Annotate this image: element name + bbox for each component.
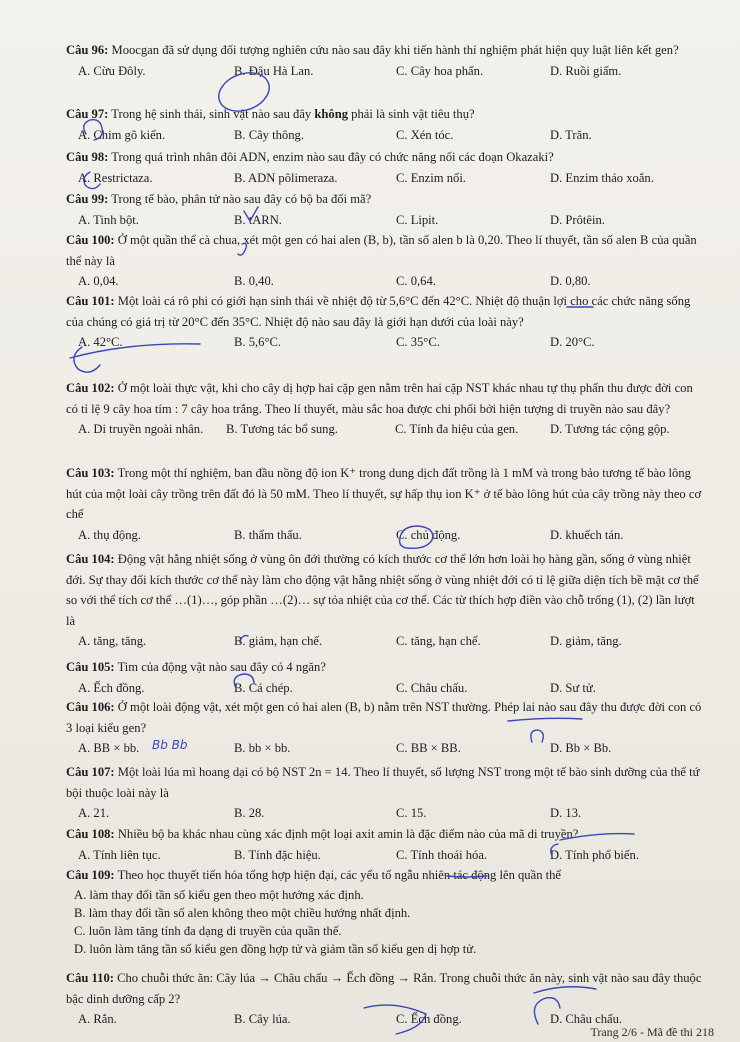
handwritten-note: Bb Bb [152,738,188,752]
option-b[interactable]: B. ADN pôlimeraza. [234,170,338,185]
option-a[interactable]: A. Restrictaza. [78,170,153,185]
option-d[interactable]: D. Trăn. [550,127,592,142]
option-c[interactable]: C. Enzim nối. [396,170,466,185]
option-d[interactable]: D. Bb × Bb. [550,741,612,755]
option-d[interactable]: D. Châu chấu. [550,1012,623,1026]
options [66,678,706,698]
option-d[interactable]: D. 13. [550,806,582,820]
option-b[interactable]: B. thẩm thấu. [234,527,302,542]
option-a[interactable]: A. làm thay đổi tần số kiểu gen theo một hướng xác định. [74,887,364,902]
question-number: Câu 108: [66,827,115,841]
option-c[interactable]: C. Ếch đồng. [396,1012,462,1026]
question-number: Câu 99: [66,192,109,206]
question-text: Trong một thí nghiệm, ban đầu nồng độ ion K⁺ trong dung dịch đất trồng là 1 mM và trong bảo tương tế bào lông hút của một loài cây trồng trên đất đó là 50 mM. Theo lí thuyết, sự hấp thụ ion K⁺ ở tế bào lông hút của cây trồng này theo cơ chế [66,466,702,521]
question-text: Tim của động vật nào sau đây có 4 ngăn? [117,660,326,674]
question-106 [66,697,706,758]
option-a[interactable]: A. 21. [78,806,110,820]
option-b[interactable]: B. Tương tác bổ sung. [226,422,338,436]
option-c[interactable]: C. Cây hoa phấn. [396,63,484,78]
option-b[interactable]: B. tARN. [234,212,282,227]
options [66,845,706,865]
options [66,61,706,81]
question-100 [66,230,706,291]
option-a[interactable]: A. Chim gõ kiến. [78,127,166,142]
option-b[interactable]: B. Tính đặc hiệu. [234,847,321,862]
options [66,125,706,145]
question-text: Theo học thuyết tiến hóa tổng hợp hiện đại, các yếu tố ngẫu nhiên tác động lên quần thể [117,868,562,882]
option-b[interactable]: B. bb × bb. [234,741,291,755]
question-number: Câu 101: [66,294,115,308]
question-text: Trong quá trình nhân đôi ADN, enzim nào sau đây có chức năng nối các đoạn Okazaki? [111,150,554,164]
question-text: Trong tế bào, phân tử nào sau đây có bộ ba đối mã? [111,192,372,206]
option-d[interactable]: D. Enzim tháo xoắn. [550,170,654,185]
question-number: Câu 110: [66,971,114,985]
options [66,631,706,651]
question-number: Câu 106: [66,700,115,714]
question-104 [66,549,706,651]
option-b[interactable]: B. 28. [234,806,265,820]
question-98 [66,147,706,188]
options [66,525,706,545]
option-d[interactable]: D. 20°C. [550,335,595,349]
option-d[interactable]: D. Sư tử. [550,680,596,695]
option-d[interactable]: D. 0,80. [550,274,591,288]
option-a[interactable]: A. 0,04. [78,274,119,288]
question-105 [66,657,706,698]
question-97: Câu 97: Trong hệ sinh thái, sinh vật nào sau đây không phải là sinh vật tiêu thụ? A. Chim gõ kiến. B. Cây thông. C. Xén tóc. D. Trăn. [66,104,706,145]
option-b[interactable]: B. Cá chép. [234,680,293,695]
options [66,803,706,823]
option-d[interactable]: D. Tương tác cộng gộp. [550,422,670,436]
option-b[interactable]: B. 0,40. [234,274,274,288]
question-103 [66,463,706,545]
option-b[interactable]: B. Đậu Hà Lan. [234,63,314,78]
question-text: Moocgan đã sử dụng đối tượng nghiên cứu nào sau đây khi tiến hành thí nghiệm phát hiện quy luật liên kết gen? [111,43,679,57]
question-number: Câu 97: [66,107,109,121]
option-c[interactable]: C. chủ động. [396,527,461,542]
question-text: Ở một quần thể cà chua, xét một gen có hai alen (B, b), tần số alen b là 0,20. Theo lí thuyết, tần số alen B của quần thể này là [66,233,697,268]
option-d[interactable]: D. luôn làm tăng tần số kiểu gen đồng hợp tử và giảm tần số kiểu gen dị hợp tử. [74,941,477,956]
question-text: Nhiều bộ ba khác nhau cùng xác định một loại axit amin là đặc điểm nào của mã di truyền? [117,827,579,841]
option-c[interactable]: C. Tính thoái hóa. [396,847,488,862]
option-d[interactable]: D. Tính phổ biến. [550,847,639,862]
option-c[interactable]: C. 35°C. [396,335,440,349]
question-text: Một loài cá rô phi có giới hạn sinh thái về nhiệt độ từ 5,6°C đến 42°C. Nhiệt độ thuận lợi cho các chức năng sống của chúng có giá trị từ 20°C đến 35°C. Nhiệt độ nào sau đây là giới hạn dưới của loài này? [66,294,691,329]
option-c[interactable]: C. BB × BB. [396,741,461,755]
options [66,271,706,291]
option-d[interactable]: D. khuếch tán. [550,527,624,542]
options [66,168,706,188]
option-c[interactable]: C. Tính đa hiệu của gen. [395,422,519,436]
question-101 [66,291,706,352]
option-a[interactable]: A. Tính liên tục. [78,847,161,862]
option-a[interactable]: A. Tinh bột. [78,212,139,227]
option-a[interactable]: A. Rắn. [78,1012,117,1026]
question-text: Một loài lúa mì hoang dại có bộ NST 2n = 14. Theo lí thuyết, số lượng NST trong một tế bào sinh dưỡng của thể tứ bội thuộc loài này là [66,765,700,800]
options [66,738,706,758]
option-d[interactable]: D. Ruồi giấm. [550,63,622,78]
option-a[interactable]: A. Di truyền ngoài nhân. [78,422,204,436]
options [66,419,706,439]
question-number: Câu 103: [66,466,115,480]
question-number: Câu 107: [66,765,115,779]
question-number: Câu 105: [66,660,115,674]
options [66,210,706,230]
option-c[interactable]: C. 15. [396,806,427,820]
question-number: Câu 104: [66,552,115,566]
page-footer: Trang 2/6 - Mã đề thi 218 [590,1025,714,1039]
option-d[interactable]: D. Prôtêin. [550,212,605,227]
option-a[interactable]: A. BB × bb. [78,741,140,755]
question-number: Câu 96: [66,43,109,57]
question-108 [66,824,706,865]
option-c[interactable]: C. Xén tóc. [396,127,454,142]
option-a[interactable]: A. Ếch đồng. [78,680,145,695]
option-b[interactable]: B. 5,6°C. [234,335,282,349]
option-a[interactable]: A. Cừu Đôly. [78,63,146,78]
question-number: Câu 109: [66,868,115,882]
option-c[interactable]: C. luôn làm tăng tính đa dạng di truyền của quần thể. [74,923,342,938]
question-99 [66,189,706,230]
option-c[interactable]: C. Lipit. [396,212,439,227]
emphasis-word: không [314,107,348,121]
question-102 [66,378,706,439]
option-c[interactable]: C. Châu chấu. [396,680,468,695]
question-number: Câu 102: [66,381,115,395]
option-b[interactable]: B. Cây lúa. [234,1012,291,1026]
question-text: Động vật hằng nhiệt sống ở vùng ôn đới thường có kích thước cơ thể lớn hơn loài họ hàng gần, sống ở vùng nhiệt đới. Sự thay đổi kích thước cơ thể này làm cho động vật hằng nhiệt sống ở vùng nhiệt đới có tỉ lệ giữa diện tích bề mặt cơ thể so với thể tích cơ thể …(1)…, góp phần …(2)… sự tỏa nhiệt của cơ thể. Các từ thích hợp điền vào chỗ trống (1), (2) lần lượt là [66,552,699,628]
question-96 [66,40,706,81]
question-text: Cho chuỗi thức ăn: Cây lúa → Châu chấu → Ếch đồng → Rắn. Trong chuỗi thức ăn này, sinh vật nào sau đây thuộc bậc dinh dưỡng cấp 2? [66,971,702,1006]
question-number: Câu 100: [66,233,115,247]
question-107 [66,762,706,823]
option-b[interactable]: B. giảm, hạn chế. [234,634,323,648]
option-c[interactable]: C. tăng, hạn chế. [396,634,481,648]
question-text: Ở một loài thực vật, khi cho cây dị hợp hai cặp gen nằm trên hai cặp NST khác nhau tự thụ phấn thu được đời con có tỉ lệ 9 cây hoa tím : 7 cây hoa trắng. Theo lí thuyết, màu sắc hoa được chi phối bởi hiện tượng di truyền nào sau đây? [66,381,693,416]
option-a[interactable]: A. 42°C. [78,335,123,349]
option-d[interactable]: D. giảm, tăng. [550,634,622,648]
question-text: Ở một loài động vật, xét một gen có hai alen (B, b) nằm trên NST thường. Phép lai nào sau đây thu được đời con có 3 loại kiểu gen? [66,700,702,735]
option-b[interactable]: B. Cây thông. [234,127,304,142]
option-a[interactable]: A. thụ động. [78,527,141,542]
question-109 [66,865,706,958]
options [66,886,706,958]
option-c[interactable]: C. 0,64. [396,274,436,288]
question-number: Câu 98: [66,150,109,164]
option-a[interactable]: A. tăng, tăng. [78,634,147,648]
option-b[interactable]: B. làm thay đổi tần số alen không theo một chiều hướng nhất định. [74,905,411,920]
options [66,332,706,352]
question-110 [66,968,706,1029]
